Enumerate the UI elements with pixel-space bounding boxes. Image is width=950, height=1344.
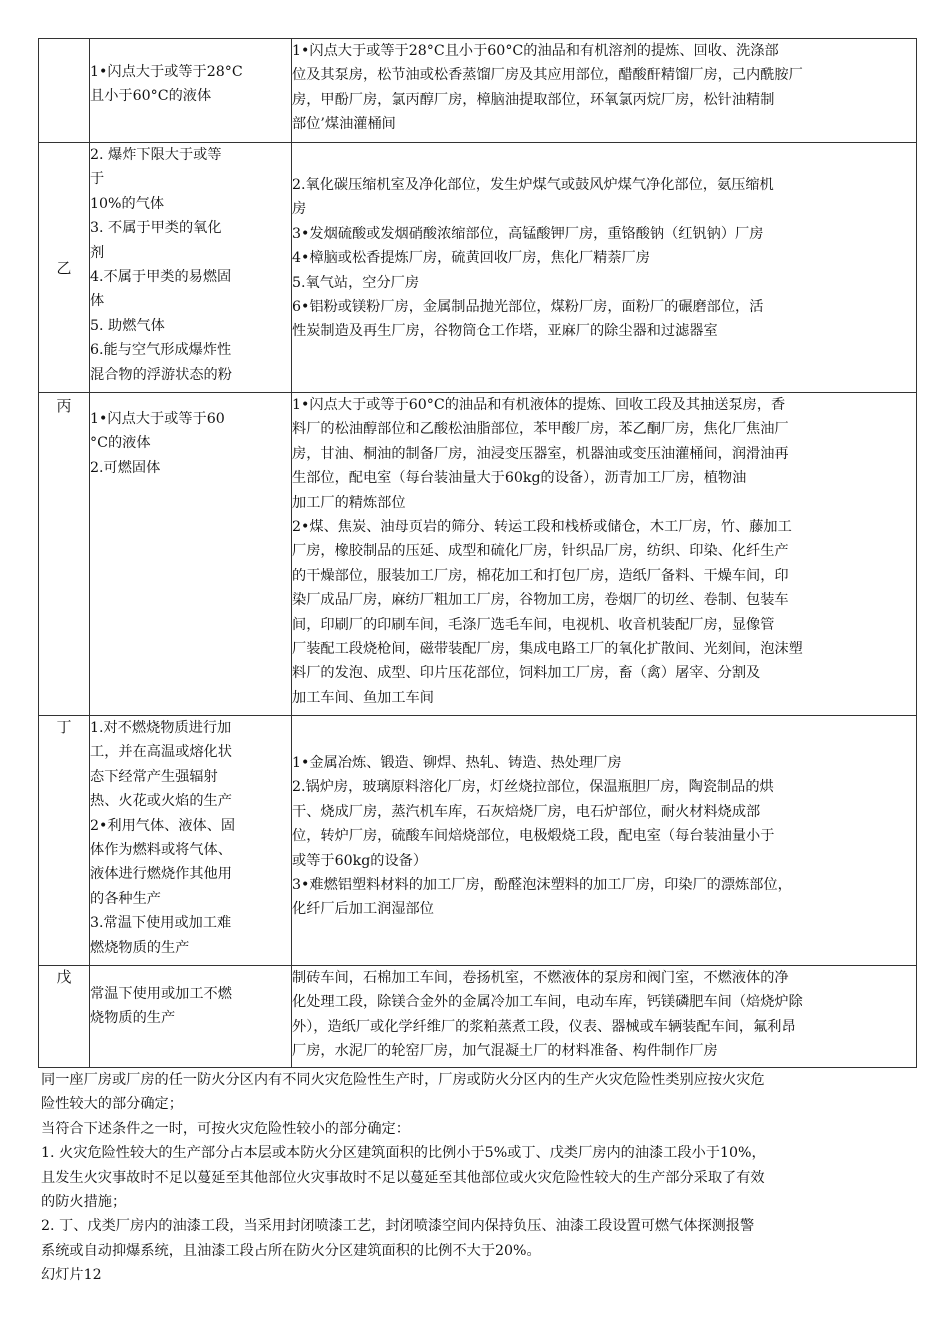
table-row [39, 143, 917, 393]
feature-cell [90, 39, 292, 143]
note-line: 同一座厂房或厂房的任一防火分区内有不同火灾危险性生产时，厂房或防火分区内的生产火灾危险性类别应按火灾危 [41, 1072, 765, 1088]
feature-cell [90, 143, 292, 393]
slide-number: 幻灯片12 [41, 1267, 102, 1284]
example-line: 干、烧成厂房，蒸汽机车库，石灰焙烧厂房，电石炉部位，耐火材料烧成部 [292, 803, 761, 820]
feature-line: 于 [90, 171, 105, 188]
feature-line: 燃烧物质的生产 [90, 939, 190, 956]
example-line: 2.氧化碳压缩机室及净化部位，发生炉煤气或鼓风炉煤气净化部位，氨压缩机 [292, 177, 774, 193]
category-cell: 丙 [39, 393, 90, 716]
example-line: 生部位，配电室（每台装油量大于60kg的设备），沥青加工厂房，植物油 [292, 470, 747, 487]
example-line: 化处理工段，除镁合金外的金属冷加工车间，电动车库，钙镁磷肥车间（焙烧炉除 [292, 994, 803, 1011]
feature-cell [90, 966, 292, 1068]
example-line: 1•金属冶炼、锻造、铆焊、热轧、铸造、热处理厂房 [292, 755, 622, 771]
feature-line: 2.可燃固体 [90, 459, 161, 476]
note-line: 当符合下述条件之一时，可按火灾危险性较小的部分确定： [41, 1120, 410, 1137]
example-line: 厂房，水泥厂的轮窑厂房，加气混凝土厂的材料准备、构件制作厂房 [292, 1043, 718, 1060]
feature-line: 工，并在高温或熔化状 [90, 744, 232, 761]
page [38, 38, 918, 1068]
feature-line: 且小于60°C的液体 [90, 88, 212, 105]
example-line: 位，转炉厂房，硫酸车间焙烧部位，电极煅烧工段，配电室（每台装油量小于 [292, 828, 775, 845]
example-cell [292, 39, 917, 143]
example-cell [292, 966, 917, 1068]
note-line: 2. 丁、戊类厂房内的油漆工段，当采用封闭喷漆工艺，封闭喷漆空间内保持负压、油漆工段设置可燃气体探测报警 [41, 1218, 755, 1235]
feature-line: 3.常温下使用或加工难 [90, 915, 232, 932]
example-line: 3•发烟硫酸或发烟硝酸浓缩部位，高锰酸钾厂房，重铬酸钠（红钒钠）厂房 [292, 225, 764, 242]
example-line [292, 716, 916, 737]
table-row [39, 393, 917, 716]
category-cell: 乙 [39, 143, 90, 393]
feature-line: 的各种生产 [90, 890, 161, 907]
fire-hazard-table [38, 38, 917, 1068]
feature-line: 5. 助燃气体 [90, 317, 165, 334]
feature-line: 热、火花或火焰的生产 [90, 793, 232, 810]
example-line: 1•闪点大于或等于60°C的油品和有机液体的提炼、回收工段及其抽送泵房，香 [292, 397, 786, 413]
table-row [39, 716, 917, 966]
example-cell [292, 143, 917, 393]
example-line: 位及其泵房，松节油或松香蒸馏厂房及其应用部位，醋酸酐精馏厂房，己内酰胺厂 [292, 67, 803, 84]
feature-cell [90, 393, 292, 716]
note-line: 1. 火灾危险性较大的生产部分占本层或本防火分区建筑面积的比例小于5%或丁、戊类厂房内的油漆工段小于10%， [41, 1145, 766, 1162]
feature-line: 液体进行燃烧作其他用 [90, 866, 232, 883]
feature-line: 2•利用气体、液体、固 [90, 817, 236, 834]
category-cell: 戊 [39, 966, 90, 1068]
example-line: 加工厂的精炼部位 [292, 494, 406, 511]
example-line: 3•难燃铝塑料材料的加工厂房，酚醛泡沫塑料的加工厂房，印染厂的漂炼部位， [292, 877, 792, 894]
example-line: 染厂成品厂房，麻纺厂粗加工厂房，谷物加工房，卷烟厂的切丝、卷制、包装车 [292, 592, 789, 609]
feature-line [90, 39, 291, 60]
feature-line: 6.能与空气形成爆炸性 [90, 342, 232, 359]
note-line: 且发生火灾事故时不足以蔓延至其他部位火灾事故时不足以蔓延至其他部位或火灾危险性较大的生产部分采取了有效 [41, 1169, 765, 1186]
feature-line: 烧物质的生产 [90, 1010, 176, 1027]
example-line: 间，印刷厂的印刷车间，毛涤厂选毛车间，电视机、收音机装配厂房，显像管 [292, 616, 775, 633]
example-line: 化纤厂后加工润湿部位 [292, 901, 434, 918]
example-line: 2•煤、焦炭、油母页岩的筛分、转运工段和栈桥或储仓，木工厂房，竹、藤加工 [292, 519, 792, 536]
example-line: 房，甘油、桐油的制备厂房，油浸变压器室，机器油或变压油灌桶间，润滑油再 [292, 445, 789, 462]
category-cell: 丁 [39, 716, 90, 966]
example-line: 5.氧气站，空分厂房 [292, 274, 420, 291]
example-line: 部位’煤油灌桶间 [292, 116, 396, 133]
feature-line: 3. 不属于甲类的氧化 [90, 220, 222, 237]
feature-line: °C的液体 [90, 435, 151, 452]
feature-line: 剂 [90, 244, 105, 261]
example-line: 料厂的发泡、成型、印片压花部位，饲料加工厂房，畜（禽）屠宰、分割及 [292, 665, 761, 682]
feature-line: 体作为燃料或将气体、 [90, 842, 232, 859]
feature-line [90, 966, 291, 982]
note-line: 系统或自动抑爆系统，且油漆工段占所在防火分区建筑面积的比例不大于20%。 [41, 1242, 541, 1259]
feature-line: 10%的气体 [90, 195, 165, 212]
note-line: 的防火措施； [41, 1194, 127, 1211]
example-line: 料厂的松油醇部位和乙酸松油脂部位，苯甲酸厂房，苯乙酮厂房，焦化厂焦油厂 [292, 421, 789, 438]
example-line: 制砖车间，石棉加工车间，卷扬机室，不燃液体的泵房和阀门室，不燃液体的净 [292, 970, 789, 986]
feature-line: 2. 爆炸下限大于或等 [90, 147, 222, 163]
feature-line: 混合物的浮游状态的粉 [90, 366, 232, 383]
example-cell [292, 716, 917, 966]
feature-line: 1.对不燃烧物质进行加 [90, 720, 232, 736]
example-line [292, 737, 916, 751]
example-line: 6•铝粉或镁粉厂房，金属制品抛光部位，煤粉厂房，面粉厂的碾磨部位，活 [292, 299, 764, 316]
example-line: 房 [292, 201, 307, 218]
example-line: 厂房，橡胶制品的压延、成型和硫化厂房，针织品厂房，纺织、印染、化纤生产 [292, 543, 789, 560]
example-line: 厂装配工段烧枪间，磁带装配厂房，集成电路工厂的氧化扩散间、光刻间，泡沫塑 [292, 641, 803, 658]
notes-section [41, 1068, 766, 1288]
example-line: 4•樟脑或松香提炼厂房，硫黄回收厂房，焦化厂精萘厂房 [292, 250, 650, 267]
example-line: 外），造纸厂或化学纤维厂的浆粕蒸煮工段，仪表、器械或车辆装配车间，氟利昂 [292, 1018, 796, 1035]
note-line: 险性较大的部分确定； [41, 1096, 183, 1113]
feature-line [90, 393, 291, 407]
category-cell [39, 39, 90, 143]
example-line: 性炭制造及再生厂房，谷物筒仓工作塔，亚麻厂的除尘器和过滤器室 [292, 323, 718, 340]
feature-line: 1•闪点大于或等于28°C [90, 64, 243, 80]
example-line: 1•闪点大于或等于28°C且小于60°C的油品和有机溶剂的提炼、回收、洗涤部 [292, 43, 779, 59]
example-cell [292, 393, 917, 716]
feature-cell [90, 716, 292, 966]
feature-line: 4.不属于甲类的易燃固 [90, 269, 232, 286]
example-line: 或等于60kg的设备） [292, 852, 428, 869]
example-line: 房，甲酚厂房，氯丙醇厂房，樟脑油提取部位，环氧氯丙烷厂房，松针油精制 [292, 91, 775, 108]
table-row [39, 39, 917, 143]
feature-line: 体 [90, 293, 105, 310]
example-line: 的干燥部位，服装加工厂房，棉花加工和打包厂房，造纸厂备料、干燥车间，印 [292, 567, 789, 584]
example-line: 加工车间、鱼加工车间 [292, 689, 434, 706]
table-row [39, 966, 917, 1068]
feature-line: 1•闪点大于或等于60 [90, 411, 225, 427]
example-line: 2.锅炉房，玻璃原料溶化厂房，灯丝烧拉部位，保温瓶胆厂房，陶瓷制品的烘 [292, 779, 774, 796]
feature-line: 态下经常产生强辐射 [90, 768, 218, 785]
feature-line: 常温下使用或加工不燃 [90, 986, 232, 1002]
example-line [292, 143, 916, 173]
